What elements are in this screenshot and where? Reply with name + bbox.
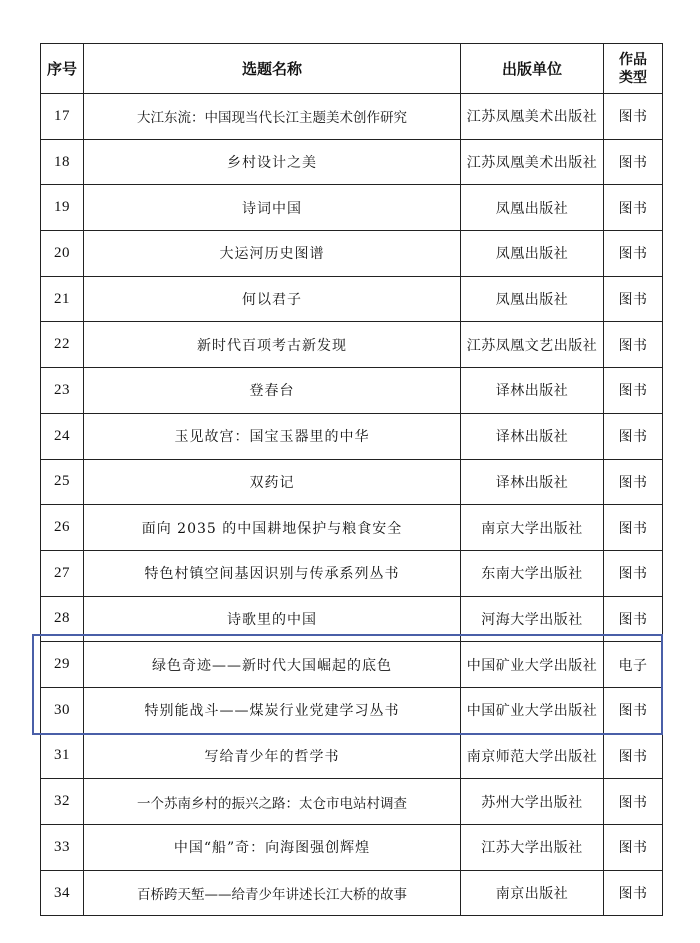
row-type: 图书 [604, 94, 663, 140]
row-type: 图书 [604, 185, 663, 231]
row-publisher: 凤凰出版社 [461, 276, 604, 322]
table-row [41, 550, 663, 596]
row-title: 写给青少年的哲学书 [84, 733, 461, 779]
row-publisher: 译林出版社 [461, 413, 604, 459]
table-row [41, 368, 663, 414]
table-row [41, 779, 663, 825]
row-type: 图书 [604, 276, 663, 322]
row-type: 图书 [604, 459, 663, 505]
row-title: 何以君子 [84, 276, 461, 322]
row-index: 21 [41, 276, 84, 322]
row-title: 大运河历史图谱 [84, 231, 461, 277]
row-publisher: 译林出版社 [461, 368, 604, 414]
row-publisher: 中国矿业大学出版社 [461, 687, 604, 733]
row-publisher: 凤凰出版社 [461, 185, 604, 231]
table-row [41, 870, 663, 916]
row-publisher: 凤凰出版社 [461, 231, 604, 277]
row-type: 图书 [604, 231, 663, 277]
table-row [41, 687, 663, 733]
row-publisher: 河海大学出版社 [461, 596, 604, 642]
row-title: 中国“船”奇：向海图强创辉煌 [84, 825, 461, 871]
table-row [41, 733, 663, 779]
header-title: 选题名称 [84, 44, 461, 94]
table-row [41, 139, 663, 185]
row-type: 图书 [604, 825, 663, 871]
row-index: 25 [41, 459, 84, 505]
table-row [41, 642, 663, 688]
table-row [41, 231, 663, 277]
row-publisher: 江苏大学出版社 [461, 825, 604, 871]
row-index: 31 [41, 733, 84, 779]
row-title: 诗歌里的中国 [84, 596, 461, 642]
table-row [41, 459, 663, 505]
table-row [41, 825, 663, 871]
table-row [41, 413, 663, 459]
row-index: 19 [41, 185, 84, 231]
row-type: 图书 [604, 505, 663, 551]
row-type: 图书 [604, 550, 663, 596]
header-index: 序号 [41, 44, 84, 94]
row-publisher: 南京出版社 [461, 870, 604, 916]
table-row [41, 505, 663, 551]
row-type: 图书 [604, 870, 663, 916]
row-index: 29 [41, 642, 84, 688]
row-type: 图书 [604, 368, 663, 414]
row-publisher: 东南大学出版社 [461, 550, 604, 596]
row-title: 新时代百项考古新发现 [84, 322, 461, 368]
row-type: 图书 [604, 687, 663, 733]
row-index: 23 [41, 368, 84, 414]
row-index: 17 [41, 94, 84, 140]
row-title: 登春台 [84, 368, 461, 414]
row-type: 图书 [604, 733, 663, 779]
row-publisher: 苏州大学出版社 [461, 779, 604, 825]
row-title: 特别能战斗——煤炭行业党建学习丛书 [84, 687, 461, 733]
row-index: 30 [41, 687, 84, 733]
table-row [41, 185, 663, 231]
row-type: 电子 [604, 642, 663, 688]
header-type [604, 44, 663, 94]
row-index: 33 [41, 825, 84, 871]
table-row [41, 276, 663, 322]
row-title: 面向 2035 的中国耕地保护与粮食安全 [84, 505, 461, 551]
row-type: 图书 [604, 139, 663, 185]
row-title: 绿色奇迹——新时代大国崛起的底色 [84, 642, 461, 688]
row-publisher: 南京师范大学出版社 [461, 733, 604, 779]
row-index: 34 [41, 870, 84, 916]
table-header-row [41, 44, 663, 94]
row-index: 27 [41, 550, 84, 596]
row-title: 特色村镇空间基因识别与传承系列丛书 [84, 550, 461, 596]
row-index: 28 [41, 596, 84, 642]
row-type: 图书 [604, 596, 663, 642]
row-publisher: 中国矿业大学出版社 [461, 642, 604, 688]
publication-table [40, 43, 663, 916]
table-row [41, 94, 663, 140]
row-index: 26 [41, 505, 84, 551]
row-type: 图书 [604, 413, 663, 459]
row-title: 诗词中国 [84, 185, 461, 231]
row-title: 大江东流：中国现当代长江主题美术创作研究 [84, 94, 461, 140]
header-type-line1: 作品 [619, 51, 647, 68]
row-index: 24 [41, 413, 84, 459]
row-index: 20 [41, 231, 84, 277]
row-index: 22 [41, 322, 84, 368]
row-type: 图书 [604, 322, 663, 368]
row-title: 双药记 [84, 459, 461, 505]
table-row [41, 596, 663, 642]
row-publisher: 南京大学出版社 [461, 505, 604, 551]
row-title: 百桥跨天堑——给青少年讲述长江大桥的故事 [84, 870, 461, 916]
row-title: 乡村设计之美 [84, 139, 461, 185]
table-row [41, 322, 663, 368]
publication-list-sheet [40, 43, 662, 916]
row-index: 18 [41, 139, 84, 185]
row-title: 玉见故宫：国宝玉器里的中华 [84, 413, 461, 459]
row-title: 一个苏南乡村的振兴之路：太仓市电站村调查 [84, 779, 461, 825]
header-publisher: 出版单位 [461, 44, 604, 94]
row-publisher: 江苏凤凰美术出版社 [461, 139, 604, 185]
row-publisher: 江苏凤凰文艺出版社 [461, 322, 604, 368]
row-index: 32 [41, 779, 84, 825]
row-publisher: 译林出版社 [461, 459, 604, 505]
row-type: 图书 [604, 779, 663, 825]
header-type-line2: 类型 [619, 69, 647, 86]
row-publisher: 江苏凤凰美术出版社 [461, 94, 604, 140]
